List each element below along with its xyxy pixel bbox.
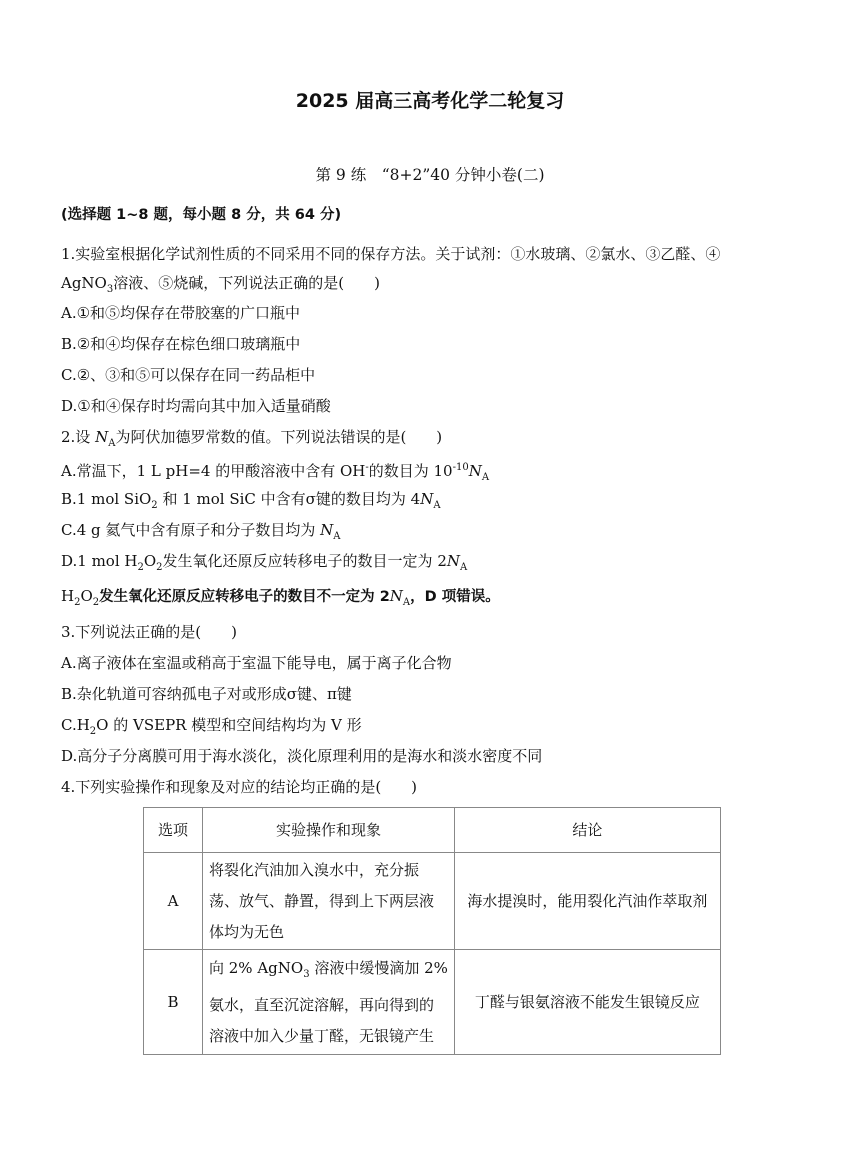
- q2-option-b: B.1 mol SiO$_2$ 和 1 mol SiC 中含有σ键的数目均为 $4N_A$: [61, 490, 441, 511]
- row-b-operation: 向 2% AgNO$_3$ 溶液中缓慢滴加 2% 氨水，直至沉淀溶解，再向得到的 溶液中加入少量丁醛，无银镜产生: [203, 950, 455, 1055]
- row-a-option: A: [144, 853, 203, 950]
- q1-option-a: A.①和⑤均保存在带胶塞的广口瓶中: [61, 304, 301, 322]
- q2-option-d: D.1 mol $H_2O_2$发生氧化还原反应转移电子的数目一定为 $2N_A$: [61, 552, 468, 573]
- section-note: (选择题 1~8 题，每小题 8 分，共 64 分): [61, 207, 342, 223]
- q1-option-d: D.①和④保存时均需向其中加入适量硝酸: [61, 397, 331, 415]
- row-b-option: B: [144, 950, 203, 1055]
- q1-stem-line1: 1.实验室根据化学试剂性质的不同采用不同的保存方法。关于试剂：①水玻璃、②氯水、③乙醛、④: [61, 245, 721, 263]
- q3-option-b: B.杂化轨道可容纳孤电子对或形成σ键、π键: [61, 685, 352, 703]
- row-a-operation: 将裂化汽油加入溴水中，充分振 荡、放气、静置，得到上下两层液 体均为无色: [203, 853, 455, 950]
- q3-stem: 3.下列说法正确的是( ): [61, 623, 238, 641]
- q2-option-a: A.常温下，1 L pH=4 的甲酸溶液中含有 OH-的数目为 $10^{-10}N_A$: [61, 462, 490, 483]
- table-header-row: [144, 808, 721, 853]
- row-a-conclusion: 海水提溴时，能用裂化汽油作萃取剂: [454, 853, 720, 950]
- q1-option-b: B.②和④均保存在棕色细口玻璃瓶中: [61, 335, 301, 353]
- page-subtitle: 第 9 练 “8+2”40 分钟小卷(二): [315, 166, 545, 184]
- q3-option-c: $C.H_2O$ 的 VSEPR 模型和空间结构均为 V 形: [61, 716, 362, 737]
- header-conclusion: 结论: [454, 808, 720, 853]
- q2-option-c: C.4 g 氦气中含有原子和分子数目均为 $N_A$: [61, 521, 341, 542]
- table-row: [144, 853, 721, 950]
- q1-stem-line2: AgNO$_3$溶液、⑤烧碱，下列说法正确的是( ): [61, 274, 380, 295]
- page-title: 2025 届高三高考化学二轮复习: [295, 90, 565, 112]
- q2-answer-note: $H_2O_2$发生氧化还原反应转移电子的数目不一定为 $2N_A$，D 项错误。: [61, 587, 500, 608]
- row-b-conclusion: 丁醛与银氨溶液不能发生银镜反应: [454, 950, 720, 1055]
- q1-option-c: C.②、③和⑤可以保存在同一药品柜中: [61, 366, 316, 384]
- header-option: 选项: [144, 808, 203, 853]
- q3-option-d: D.高分子分离膜可用于海水淡化，淡化原理利用的是海水和淡水密度不同: [61, 747, 543, 765]
- q4-stem: 4.下列实验操作和现象及对应的结论均正确的是( ): [61, 778, 418, 796]
- q3-option-a: A.离子液体在室温或稍高于室温下能导电，属于离子化合物: [61, 654, 452, 672]
- table-row: [144, 950, 721, 1055]
- q4-table: [143, 807, 721, 1055]
- header-operation: 实验操作和现象: [203, 808, 455, 853]
- q2-stem: 2.设 $N_A$为阿伏加德罗常数的值。下列说法错误的是( ): [61, 428, 443, 449]
